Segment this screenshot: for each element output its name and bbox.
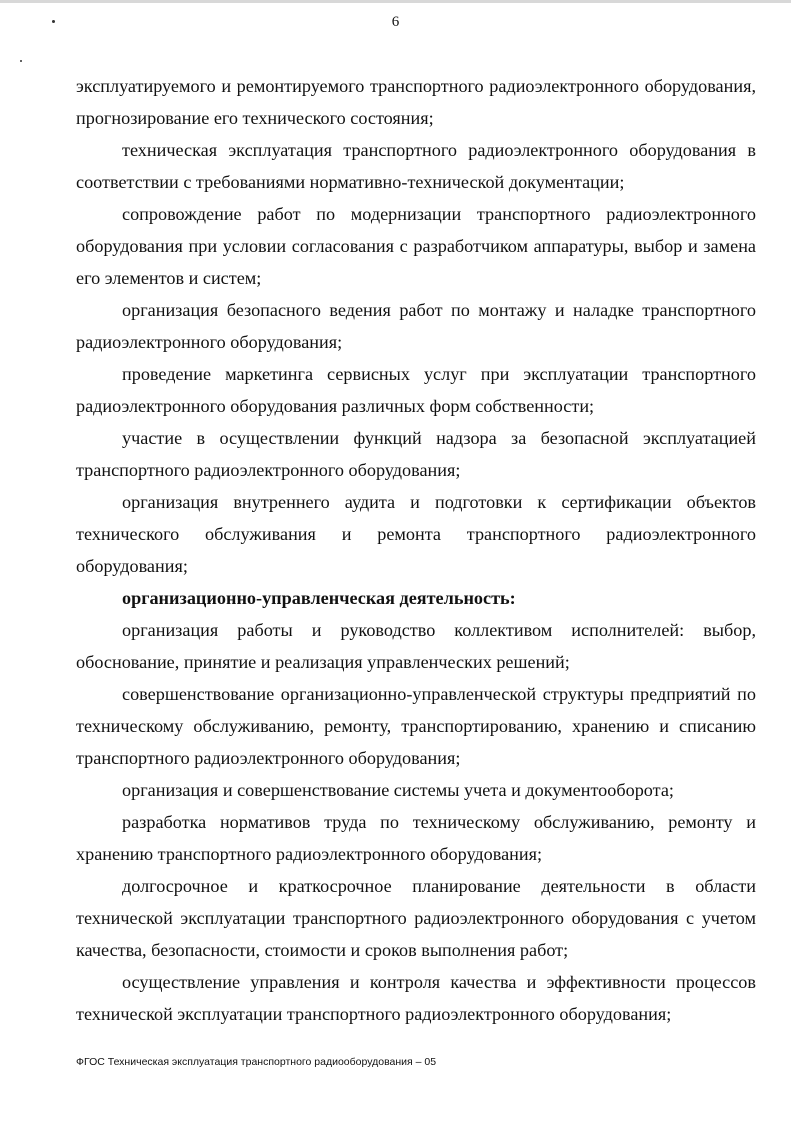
paragraph: организация работы и руководство коллективом исполнителей: выбор, обоснование, принятие и реализация управленческих решений; — [76, 620, 756, 672]
paragraph: организация и совершенствование системы учета и документооборота; — [122, 780, 674, 800]
page-footer: ФГОС Техническая эксплуатация транспортного радиооборудования – 05 — [76, 1056, 437, 1068]
paragraph: разработка нормативов труда по техническому обслуживанию, ремонту и хранению транспортного радиоэлектронного оборудования; — [76, 812, 756, 864]
scan-speck — [20, 60, 22, 62]
paragraph: техническая эксплуатация транспортного радиоэлектронного оборудования в соответствии с требованиями нормативно-технической документации; — [76, 140, 756, 192]
paragraph: проведение маркетинга сервисных услуг при эксплуатации транспортного радиоэлектронного оборудования различных форм собственности; — [76, 364, 756, 416]
document-body — [76, 70, 756, 1030]
paragraph: организация безопасного ведения работ по монтажу и наладке транспортного радиоэлектронного оборудования; — [76, 300, 756, 352]
page-number: 6 — [391, 14, 400, 30]
paragraph: долгосрочное и краткосрочное планирование деятельности в области технической эксплуатации транспортного радиоэлектронного оборудования с учетом качества, безопасности, стоимости и сроков выполнения работ; — [76, 876, 756, 960]
paragraph: эксплуатируемого и ремонтируемого транспортного радиоэлектронного оборудования, прогнозирование его технического состояния; — [76, 76, 756, 128]
paragraph: участие в осуществлении функций надзора за безопасной эксплуатацией транспортного радиоэлектронного оборудования; — [76, 428, 756, 480]
paragraph: совершенствование организационно-управленческой структуры предприятий по техническому обслуживанию, ремонту, транспортированию, хранению и списанию транспортного радиоэлектронного оборудования; — [76, 684, 756, 768]
section-heading: организационно-управленческая деятельность: — [122, 588, 516, 608]
paragraph: осуществление управления и контроля качества и эффективности процессов технической эксплуатации транспортного радиоэлектронного оборудования; — [76, 972, 756, 1024]
scan-top-edge — [0, 0, 791, 3]
paragraph: организация внутреннего аудита и подготовки к сертификации объектов технического обслуживания и ремонта транспортного радиоэлектронного оборудования; — [76, 492, 756, 576]
paragraph: сопровождение работ по модернизации транспортного радиоэлектронного оборудования при условии согласования с разработчиком аппаратуры, выбор и замена его элементов и систем; — [76, 204, 756, 288]
